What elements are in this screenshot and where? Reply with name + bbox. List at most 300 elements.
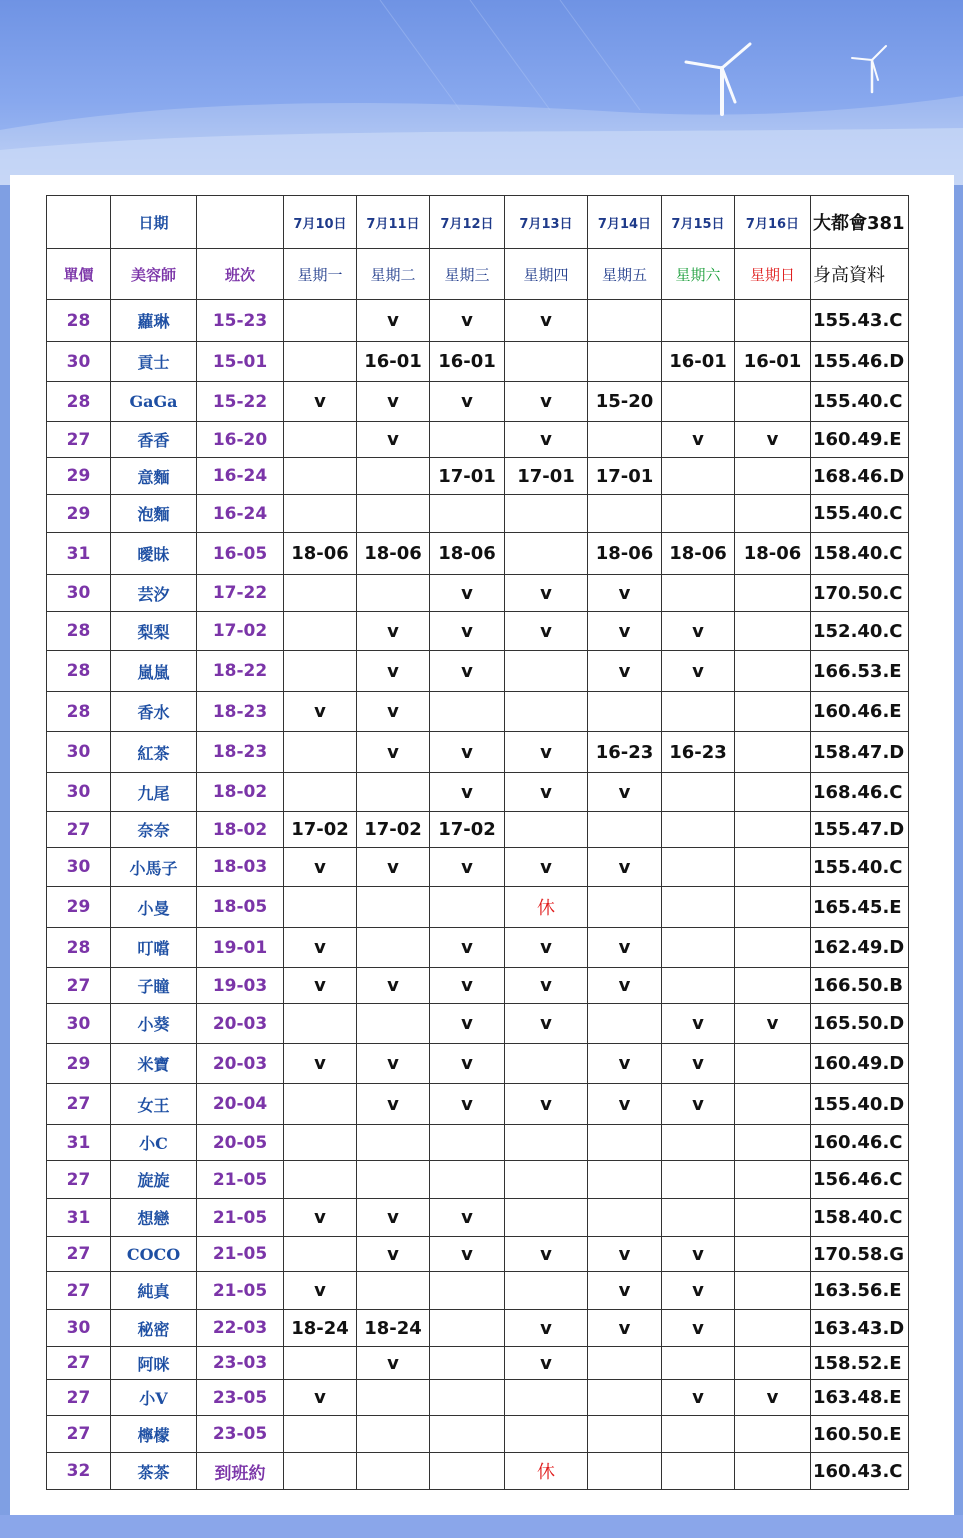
day-cell: v — [357, 732, 430, 773]
shift-cell: 20-03 — [197, 1004, 284, 1044]
price-cell: 27 — [47, 1272, 111, 1310]
day-cell: 16-23 — [588, 732, 662, 773]
day-cell — [430, 1310, 505, 1347]
day-cell — [588, 1380, 662, 1416]
day-cell: v — [284, 928, 357, 968]
height-cell: 160.43.C — [811, 1453, 909, 1490]
shift-cell: 16-05 — [197, 533, 284, 575]
table-row — [47, 300, 909, 342]
shift-cell: 18-23 — [197, 692, 284, 732]
day-cell: v — [588, 1044, 662, 1084]
day-cell — [284, 651, 357, 692]
price-cell: 30 — [47, 848, 111, 887]
beautician-name-cell: 檸檬 — [111, 1416, 197, 1453]
date-header: 7月14日 — [588, 196, 662, 249]
day-cell: 17-02 — [430, 812, 505, 848]
day-cell — [357, 1004, 430, 1044]
beautician-name-cell: 嵐嵐 — [111, 651, 197, 692]
shift-label: 班次 — [197, 249, 284, 300]
shift-cell: 20-03 — [197, 1044, 284, 1084]
table-row — [47, 575, 909, 612]
date-header: 7月16日 — [735, 196, 811, 249]
day-cell — [735, 928, 811, 968]
day-cell — [505, 692, 588, 732]
beautician-name-cell: 梨梨 — [111, 612, 197, 651]
day-cell: v — [505, 1237, 588, 1272]
day-cell: v — [735, 1004, 811, 1044]
shift-cell: 18-22 — [197, 651, 284, 692]
height-cell: 163.56.E — [811, 1272, 909, 1310]
day-cell: 17-01 — [505, 458, 588, 495]
height-cell: 163.43.D — [811, 1310, 909, 1347]
height-label: 身高資料 — [811, 249, 909, 300]
day-cell — [662, 773, 735, 812]
price-cell: 29 — [47, 887, 111, 928]
day-cell: v — [505, 773, 588, 812]
table-row — [47, 1380, 909, 1416]
beautician-name-cell: 紅茶 — [111, 732, 197, 773]
beautician-name-cell: 蘿琳 — [111, 300, 197, 342]
day-off-cell: 休 — [505, 1453, 588, 1490]
table-row — [47, 1310, 909, 1347]
beautician-name-cell: 曖昧 — [111, 533, 197, 575]
day-cell: v — [662, 1004, 735, 1044]
day-cell — [662, 300, 735, 342]
day-cell — [505, 1380, 588, 1416]
shift-cell: 18-02 — [197, 773, 284, 812]
shift-cell: 21-05 — [197, 1272, 284, 1310]
table-row — [47, 382, 909, 422]
day-cell — [735, 300, 811, 342]
height-cell: 155.40.C — [811, 382, 909, 422]
day-cell: v — [588, 928, 662, 968]
day-cell: 16-01 — [735, 342, 811, 382]
day-cell: v — [588, 575, 662, 612]
day-cell — [735, 1347, 811, 1380]
day-cell — [662, 848, 735, 887]
day-cell: v — [505, 1347, 588, 1380]
day-cell — [735, 773, 811, 812]
day-cell — [735, 612, 811, 651]
table-row — [47, 342, 909, 382]
beautician-name-cell: 意麵 — [111, 458, 197, 495]
day-cell — [735, 382, 811, 422]
day-cell: v — [357, 422, 430, 458]
day-cell: v — [588, 968, 662, 1004]
beautician-name-cell: 香香 — [111, 422, 197, 458]
height-cell: 160.50.E — [811, 1416, 909, 1453]
day-cell — [735, 1084, 811, 1125]
day-cell: v — [357, 1084, 430, 1125]
table-row — [47, 1084, 909, 1125]
day-cell — [284, 342, 357, 382]
price-cell: 28 — [47, 651, 111, 692]
day-cell: v — [588, 1084, 662, 1125]
shift-cell: 19-03 — [197, 968, 284, 1004]
beautician-name-cell: 叮噹 — [111, 928, 197, 968]
day-cell: v — [430, 773, 505, 812]
day-cell — [284, 1084, 357, 1125]
day-cell — [588, 300, 662, 342]
header-row-labels — [47, 249, 909, 300]
day-cell: v — [505, 1004, 588, 1044]
day-cell — [662, 887, 735, 928]
shift-cell: 15-22 — [197, 382, 284, 422]
shift-cell: 19-01 — [197, 928, 284, 968]
beautician-name-cell: 女王 — [111, 1084, 197, 1125]
day-cell: 18-24 — [357, 1310, 430, 1347]
day-cell — [430, 1161, 505, 1199]
height-cell: 165.45.E — [811, 887, 909, 928]
day-cell — [284, 422, 357, 458]
day-cell: v — [284, 848, 357, 887]
day-cell: v — [357, 612, 430, 651]
day-cell: 18-06 — [588, 533, 662, 575]
day-cell: v — [430, 1237, 505, 1272]
day-cell — [284, 1453, 357, 1490]
day-cell — [357, 1416, 430, 1453]
day-cell: v — [284, 1272, 357, 1310]
price-cell: 27 — [47, 1380, 111, 1416]
day-cell — [588, 1347, 662, 1380]
day-cell — [588, 342, 662, 382]
day-cell — [505, 651, 588, 692]
table-row — [47, 1237, 909, 1272]
day-cell — [662, 1416, 735, 1453]
sky-banner — [0, 0, 963, 185]
day-cell — [284, 1237, 357, 1272]
shift-cell: 到班約 — [197, 1453, 284, 1490]
day-cell — [662, 812, 735, 848]
day-cell: v — [735, 1380, 811, 1416]
shift-cell: 15-23 — [197, 300, 284, 342]
beautician-name-cell: 茶茶 — [111, 1453, 197, 1490]
table-row — [47, 458, 909, 495]
height-cell: 168.46.C — [811, 773, 909, 812]
day-cell: v — [284, 1044, 357, 1084]
day-cell — [588, 1416, 662, 1453]
day-cell — [505, 1416, 588, 1453]
day-cell: v — [505, 575, 588, 612]
price-cell: 27 — [47, 1084, 111, 1125]
day-cell: v — [505, 382, 588, 422]
day-cell: v — [430, 968, 505, 1004]
table-row — [47, 422, 909, 458]
day-cell: v — [357, 692, 430, 732]
price-cell: 27 — [47, 1416, 111, 1453]
price-cell: 27 — [47, 1161, 111, 1199]
day-cell — [284, 495, 357, 533]
day-cell — [735, 968, 811, 1004]
day-cell — [284, 1347, 357, 1380]
day-cell — [588, 812, 662, 848]
height-cell: 155.40.C — [811, 848, 909, 887]
day-cell: v — [505, 732, 588, 773]
day-cell — [588, 1453, 662, 1490]
price-cell: 29 — [47, 458, 111, 495]
day-cell: v — [505, 612, 588, 651]
height-cell: 166.50.B — [811, 968, 909, 1004]
beautician-name-cell: COCO — [111, 1237, 197, 1272]
day-cell: v — [662, 1044, 735, 1084]
day-cell: v — [505, 1084, 588, 1125]
price-cell: 29 — [47, 495, 111, 533]
day-cell — [505, 533, 588, 575]
shift-cell: 18-23 — [197, 732, 284, 773]
day-cell: v — [284, 1380, 357, 1416]
day-cell — [588, 1125, 662, 1161]
store-name: 大都會381 — [811, 196, 909, 249]
weekday-header-saturday: 星期六 — [662, 249, 735, 300]
day-cell: v — [505, 928, 588, 968]
day-cell: v — [505, 968, 588, 1004]
day-cell — [662, 1161, 735, 1199]
day-cell: v — [430, 1199, 505, 1237]
day-cell — [505, 812, 588, 848]
table-row — [47, 692, 909, 732]
beautician-name-cell: 純真 — [111, 1272, 197, 1310]
day-cell: v — [357, 848, 430, 887]
table-row — [47, 612, 909, 651]
table-row — [47, 968, 909, 1004]
day-cell: v — [357, 300, 430, 342]
day-cell: v — [430, 575, 505, 612]
day-cell — [662, 968, 735, 1004]
price-cell: 29 — [47, 1044, 111, 1084]
day-cell — [284, 1161, 357, 1199]
day-cell — [505, 342, 588, 382]
day-cell — [735, 1044, 811, 1084]
day-cell — [588, 1161, 662, 1199]
day-cell: v — [430, 1004, 505, 1044]
day-cell — [430, 1453, 505, 1490]
day-cell: v — [662, 1084, 735, 1125]
shift-cell: 20-05 — [197, 1125, 284, 1161]
weekday-header: 星期三 — [430, 249, 505, 300]
beautician-name-cell: 小C — [111, 1125, 197, 1161]
day-cell: v — [505, 1310, 588, 1347]
height-cell: 166.53.E — [811, 651, 909, 692]
table-row — [47, 1161, 909, 1199]
day-cell: 16-01 — [357, 342, 430, 382]
shift-cell: 21-05 — [197, 1237, 284, 1272]
price-cell: 27 — [47, 968, 111, 1004]
day-cell: v — [505, 848, 588, 887]
day-cell — [588, 422, 662, 458]
weekday-header: 星期五 — [588, 249, 662, 300]
day-cell — [588, 692, 662, 732]
day-cell: v — [357, 651, 430, 692]
day-cell: v — [430, 732, 505, 773]
day-cell — [430, 1416, 505, 1453]
day-cell: v — [735, 422, 811, 458]
day-cell: v — [430, 651, 505, 692]
day-cell — [284, 732, 357, 773]
height-cell: 155.40.C — [811, 495, 909, 533]
height-cell: 152.40.C — [811, 612, 909, 651]
day-cell — [505, 1161, 588, 1199]
day-cell — [735, 812, 811, 848]
day-cell: v — [357, 1199, 430, 1237]
weekday-header: 星期一 — [284, 249, 357, 300]
day-cell — [505, 1199, 588, 1237]
day-cell: 16-01 — [662, 342, 735, 382]
price-cell: 30 — [47, 732, 111, 773]
height-cell: 155.46.D — [811, 342, 909, 382]
day-cell: v — [430, 848, 505, 887]
beautician-name-cell: 九尾 — [111, 773, 197, 812]
beautician-name-cell: 旋旋 — [111, 1161, 197, 1199]
height-cell: 155.43.C — [811, 300, 909, 342]
price-cell: 28 — [47, 692, 111, 732]
shift-cell: 17-02 — [197, 612, 284, 651]
height-cell: 160.49.D — [811, 1044, 909, 1084]
height-cell: 170.58.G — [811, 1237, 909, 1272]
day-cell: v — [284, 1199, 357, 1237]
beautician-name-cell: 小葵 — [111, 1004, 197, 1044]
day-cell — [357, 1380, 430, 1416]
day-cell — [588, 1199, 662, 1237]
table-row — [47, 1416, 909, 1453]
day-cell: v — [430, 382, 505, 422]
beautician-name-cell: 芸汐 — [111, 575, 197, 612]
beautician-name-cell: 阿咪 — [111, 1347, 197, 1380]
day-cell — [357, 495, 430, 533]
day-cell — [662, 928, 735, 968]
day-cell: v — [662, 1272, 735, 1310]
day-cell: v — [588, 848, 662, 887]
table-row — [47, 1004, 909, 1044]
day-cell: v — [662, 1310, 735, 1347]
day-cell — [662, 692, 735, 732]
day-cell: v — [284, 968, 357, 1004]
shift-cell: 21-05 — [197, 1161, 284, 1199]
day-cell — [430, 422, 505, 458]
day-cell: v — [588, 1310, 662, 1347]
day-cell: 18-06 — [662, 533, 735, 575]
height-cell: 155.47.D — [811, 812, 909, 848]
day-cell — [735, 1237, 811, 1272]
price-cell: 27 — [47, 812, 111, 848]
day-cell: v — [284, 692, 357, 732]
table-row — [47, 732, 909, 773]
day-cell — [588, 887, 662, 928]
day-cell — [735, 692, 811, 732]
day-cell — [735, 575, 811, 612]
beautician-name-cell: 想戀 — [111, 1199, 197, 1237]
price-cell: 27 — [47, 422, 111, 458]
shift-cell: 21-05 — [197, 1199, 284, 1237]
day-cell — [284, 1125, 357, 1161]
shift-cell: 18-05 — [197, 887, 284, 928]
day-cell — [284, 458, 357, 495]
day-cell — [735, 1272, 811, 1310]
day-cell: v — [430, 928, 505, 968]
day-cell — [735, 1310, 811, 1347]
date-header: 7月11日 — [357, 196, 430, 249]
price-cell: 28 — [47, 612, 111, 651]
table-row — [47, 1347, 909, 1380]
beautician-name-cell: 米寶 — [111, 1044, 197, 1084]
day-cell — [735, 1416, 811, 1453]
day-cell — [430, 1272, 505, 1310]
day-cell — [284, 1004, 357, 1044]
day-cell — [357, 773, 430, 812]
shift-cell: 16-24 — [197, 495, 284, 533]
weekday-header: 星期二 — [357, 249, 430, 300]
day-cell — [662, 1347, 735, 1380]
day-cell: v — [430, 612, 505, 651]
day-cell — [735, 732, 811, 773]
day-cell: 18-24 — [284, 1310, 357, 1347]
day-cell — [662, 382, 735, 422]
day-cell: 16-01 — [430, 342, 505, 382]
day-cell: v — [588, 1237, 662, 1272]
shift-cell: 16-20 — [197, 422, 284, 458]
day-cell — [357, 1272, 430, 1310]
price-cell: 30 — [47, 575, 111, 612]
table-row — [47, 533, 909, 575]
table-row — [47, 773, 909, 812]
day-cell — [735, 458, 811, 495]
shift-cell: 23-05 — [197, 1380, 284, 1416]
day-cell: 17-02 — [284, 812, 357, 848]
table-row — [47, 1125, 909, 1161]
day-cell: v — [430, 300, 505, 342]
day-off-cell: 休 — [505, 887, 588, 928]
date-header: 7月13日 — [505, 196, 588, 249]
shift-cell: 18-03 — [197, 848, 284, 887]
day-cell — [357, 575, 430, 612]
day-cell: v — [588, 1272, 662, 1310]
day-cell — [735, 651, 811, 692]
day-cell: v — [505, 300, 588, 342]
table-row — [47, 887, 909, 928]
day-cell: 16-23 — [662, 732, 735, 773]
table-row — [47, 651, 909, 692]
day-cell — [735, 1453, 811, 1490]
day-cell: 17-01 — [588, 458, 662, 495]
day-cell — [357, 928, 430, 968]
price-label: 單價 — [47, 249, 111, 300]
day-cell: v — [430, 1084, 505, 1125]
table-row — [47, 848, 909, 887]
table-row — [47, 495, 909, 533]
price-cell: 27 — [47, 1237, 111, 1272]
day-cell — [735, 495, 811, 533]
beautician-name-cell: 小馬子 — [111, 848, 197, 887]
table-row — [47, 1044, 909, 1084]
height-cell: 158.40.C — [811, 533, 909, 575]
height-cell: 168.46.D — [811, 458, 909, 495]
beautician-name-cell: 貢士 — [111, 342, 197, 382]
day-cell — [430, 495, 505, 533]
day-cell — [284, 612, 357, 651]
day-cell — [735, 848, 811, 887]
header-row-dates — [47, 196, 909, 249]
day-cell — [357, 1125, 430, 1161]
height-cell: 170.50.C — [811, 575, 909, 612]
day-cell — [662, 458, 735, 495]
day-cell: 18-06 — [735, 533, 811, 575]
date-header: 7月12日 — [430, 196, 505, 249]
price-cell: 27 — [47, 1347, 111, 1380]
day-cell — [357, 887, 430, 928]
table-row — [47, 812, 909, 848]
beautician-name-cell: GaGa — [111, 382, 197, 422]
weekday-header-sunday: 星期日 — [735, 249, 811, 300]
footer-strip — [0, 1515, 963, 1538]
